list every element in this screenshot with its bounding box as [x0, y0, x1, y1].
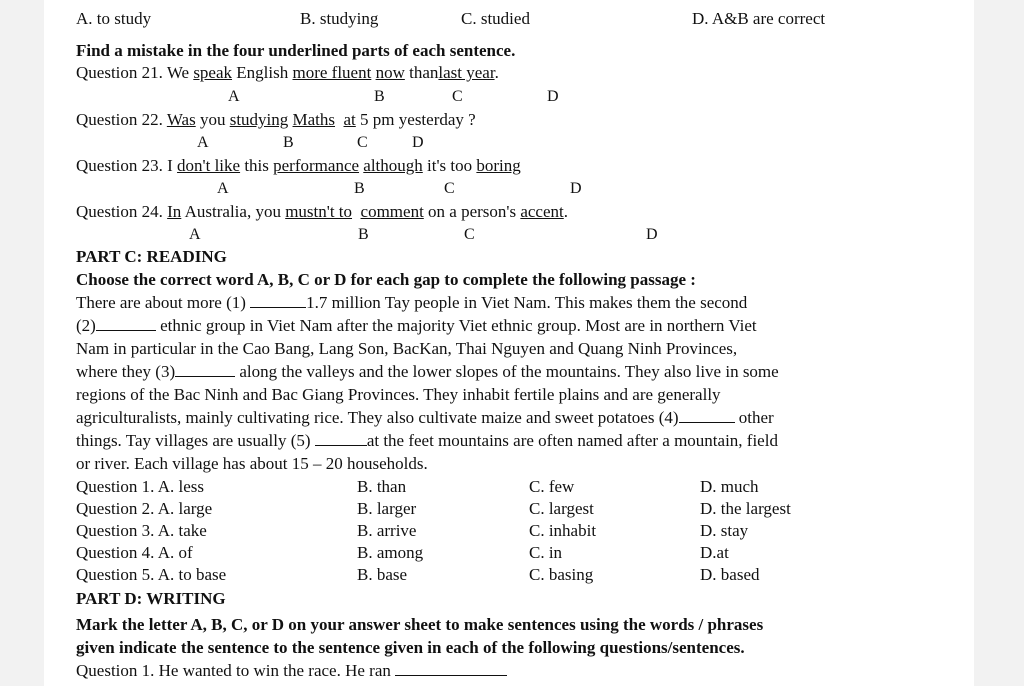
passage-line-2-pre: (2)	[76, 316, 96, 335]
reading-q1-a: Question 1. A. less	[76, 477, 204, 496]
q23-sentence	[76, 156, 521, 176]
gap-1-blank	[250, 293, 306, 308]
q21-letter-b: B	[374, 88, 385, 105]
reading-q4-a: Question 4. A. of	[76, 543, 193, 562]
reading-q1-c: C. few	[529, 477, 575, 496]
q21-letter-a: A	[228, 88, 240, 105]
q24-part-c: comment	[360, 202, 424, 221]
q23-letter-d: D	[570, 180, 582, 197]
passage-line-4-post: along the valleys and the lower slopes of the mountains. They also live in some	[235, 362, 779, 381]
reading-q2-c: C. largest	[529, 499, 594, 518]
q21-part-c: now	[375, 63, 405, 82]
gap-2-blank	[96, 316, 156, 331]
passage-line-7-post: at the feet mountains are often named after a mountain, field	[366, 431, 778, 450]
q24-part-a: In	[167, 202, 182, 221]
q21-part-b: more fluent	[292, 63, 372, 82]
q22-letter-b: B	[283, 134, 294, 151]
q23-text-1: this	[244, 156, 269, 175]
q24-letter-c: C	[464, 226, 475, 243]
q21-part-d: last year	[438, 63, 495, 82]
q22-prefix: Question 22.	[76, 110, 163, 129]
q24-sentence	[76, 202, 568, 222]
gap-3-blank	[175, 362, 235, 377]
q24-text-2: on a person's	[428, 202, 517, 221]
q22-sentence	[76, 110, 476, 130]
q23-part-d: boring	[476, 156, 521, 175]
reading-q2-b: B. larger	[357, 499, 417, 518]
q21-text-2: than	[409, 63, 439, 82]
q24-letter-a: A	[189, 226, 201, 243]
writing-heading: PART D: WRITING	[76, 589, 226, 608]
q23-part-b: performance	[273, 156, 360, 175]
reading-q4-b: B. among	[357, 543, 424, 562]
q23-letter-c: C	[444, 180, 455, 197]
passage-line-7	[76, 430, 778, 451]
reading-q3-b: B. arrive	[357, 521, 417, 540]
writing-instruction-2: given indicate the sentence to the sentence given in each of the following questions/sentences.	[76, 638, 745, 657]
option-c: C. studied	[461, 9, 530, 28]
passage-line-6-pre: agriculturalists, mainly cultivating rice. They also cultivate maize and sweet potatoes (4)	[76, 408, 679, 427]
q22-text-1: you	[199, 110, 226, 129]
reading-q3-a: Question 3. A. take	[76, 521, 207, 540]
q24-part-b: mustn't to	[285, 202, 353, 221]
q22-part-b: studying	[229, 110, 289, 129]
passage-line-5: regions of the Bac Ninh and Bac Giang Provinces. They inhabit fertile plains and are generally	[76, 385, 721, 404]
q24-letter-d: D	[646, 226, 658, 243]
q23-prefix: Question 23. I	[76, 156, 173, 175]
reading-q2-a: Question 2. A. large	[76, 499, 213, 518]
passage-line-6-post: other	[734, 408, 774, 427]
q24-text-1: Australia, you	[184, 202, 281, 221]
reading-q1-b: B. than	[357, 477, 407, 496]
passage-line-3: Nam in particular in the Cao Bang, Lang Son, BacKan, Thai Nguyen and Quang Ninh Provinces,	[76, 339, 738, 358]
writing-q1-blank	[395, 661, 507, 676]
q21-end: .	[494, 63, 499, 82]
q23-part-c: although	[363, 156, 423, 175]
reading-q5-c: C. basing	[529, 565, 594, 584]
q23-letter-a: A	[217, 180, 229, 197]
reading-q4-c: C. in	[529, 543, 563, 562]
passage-line-6	[76, 407, 774, 428]
option-d: D. A&B are correct	[692, 9, 826, 28]
reading-instruction: Choose the correct word A, B, C or D for each gap to complete the following passage :	[76, 270, 696, 289]
q22-end: 5 pm yesterday ?	[360, 110, 476, 129]
reading-q3-c: C. inhabit	[529, 521, 597, 540]
option-a: A. to study	[76, 9, 152, 28]
q22-letter-d: D	[412, 134, 424, 151]
passage-line-4-pre: where they (3)	[76, 362, 176, 381]
q23-part-a: don't like	[177, 156, 241, 175]
q22-part-d: at	[343, 110, 356, 129]
gap-4-blank	[679, 408, 735, 423]
q24-end: .	[563, 202, 568, 221]
option-b: B. studying	[300, 9, 379, 28]
q21-sentence	[76, 63, 499, 83]
reading-q5-a: Question 5. A. to base	[76, 565, 227, 584]
q21-letter-c: C	[452, 88, 463, 105]
reading-q1-d: D. much	[700, 477, 759, 496]
q22-part-a: Was	[166, 110, 196, 129]
passage-line-2	[76, 315, 757, 336]
q24-letter-b: B	[358, 226, 369, 243]
q23-text-2: it's too	[427, 156, 473, 175]
reading-q3-d: D. stay	[700, 521, 749, 540]
reading-q5-d: D. based	[700, 565, 760, 584]
passage-line-8: or river. Each village has about 15 – 20 households.	[76, 454, 428, 473]
writing-q1	[76, 660, 507, 681]
writing-instruction-1: Mark the letter A, B, C, or D on your answer sheet to make sentences using the words / phrases	[76, 615, 764, 634]
q24-prefix: Question 24.	[76, 202, 163, 221]
passage-line-7-pre: things. Tay villages are usually (5)	[76, 431, 315, 450]
reading-q5-b: B. base	[357, 565, 408, 584]
q21-letter-d: D	[547, 88, 559, 105]
reading-q4-d: D.at	[700, 543, 729, 562]
reading-q2-d: D. the largest	[700, 499, 791, 518]
passage-line-2-post: ethnic group in Viet Nam after the majority Viet ethnic group. Most are in northern Viet	[155, 316, 757, 335]
writing-q1-text: Question 1. He wanted to win the race. He ran	[76, 661, 391, 680]
q21-prefix: Question 21. We	[76, 63, 190, 82]
q22-letter-a: A	[197, 134, 209, 151]
passage-line-4	[76, 361, 779, 382]
q22-part-c: Maths	[292, 110, 336, 129]
passage-line-1-pre: There are about more (1)	[76, 293, 251, 312]
q21-part-a: speak	[193, 63, 233, 82]
passage-line-1-post: 1.7 million Tay people in Viet Nam. This makes them the second	[306, 293, 748, 312]
find-mistake-instruction: Find a mistake in the four underlined parts of each sentence.	[76, 41, 516, 60]
q21-text-1: English	[236, 63, 289, 82]
gap-5-blank	[315, 431, 367, 446]
passage-line-1	[76, 292, 747, 313]
q24-part-d: accent	[520, 202, 564, 221]
reading-heading: PART C: READING	[76, 247, 227, 266]
q23-letter-b: B	[354, 180, 365, 197]
q22-letter-c: C	[357, 134, 368, 151]
